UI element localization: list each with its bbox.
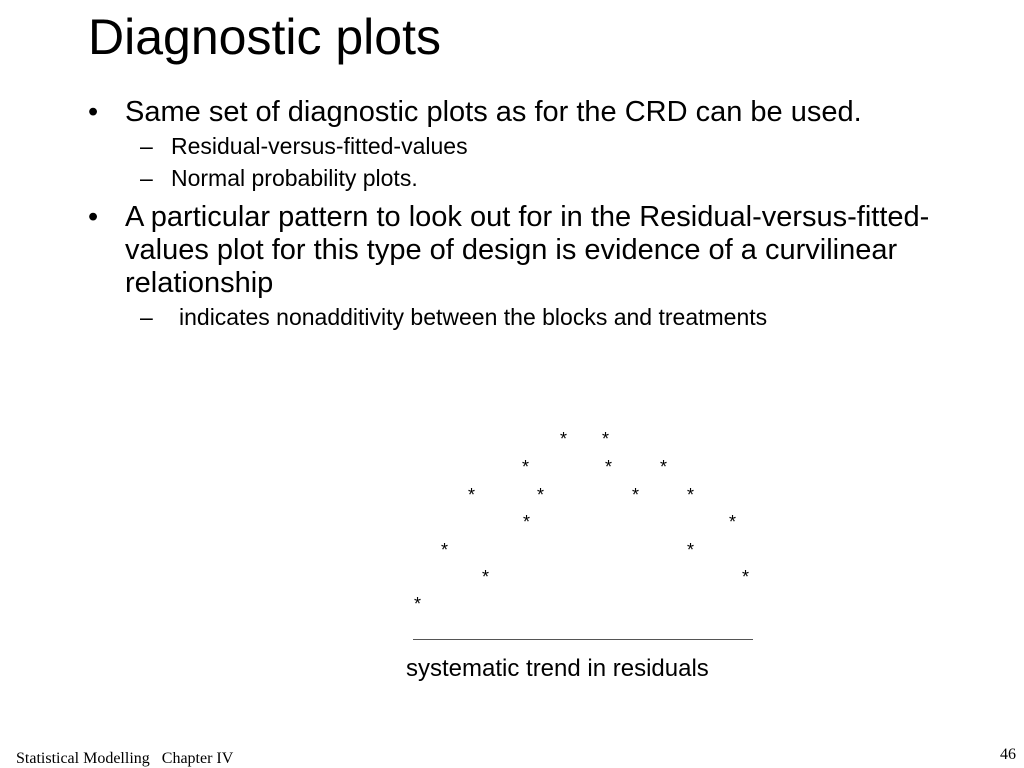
slide-title: Diagnostic plots [88,9,441,65]
residual-symbol: * [523,512,531,532]
residual-symbol: * [537,485,545,505]
residual-symbol: * [660,457,668,477]
residual-symbol: * [482,567,490,587]
sub-bullet-text: Normal probability plots. [171,165,418,191]
plot-caption: systematic trend in residuals [406,655,709,682]
bullet-text: A particular pattern to look out for in the Residual-versus-fitted-values plot for this type of design is evidence of a curvilinear relationship [125,201,930,299]
sub-bullet-marker: – [140,133,153,159]
bullet-marker: • [88,201,99,233]
sub-bullet-text: indicates nonadditivity between the blocks and treatments [179,304,768,330]
residual-symbol: * [632,485,640,505]
baseline-rule [413,639,753,640]
residual-symbol: * [742,567,750,587]
residual-symbol: * [687,540,695,560]
bullet-text: Same set of diagnostic plots as for the CRD can be used. [125,96,862,128]
page-number: 46 [1000,746,1016,763]
sub-bullet-marker: – [140,165,153,191]
bullet-marker: • [88,96,99,128]
residual-symbol: * [729,512,737,532]
residual-symbol: * [602,429,610,449]
residual-symbol: * [687,485,695,505]
sub-bullet-text: Residual-versus-fitted-values [171,133,468,159]
sub-bullet-marker: – [140,304,153,330]
residual-symbol: * [560,429,568,449]
residual-symbol: * [468,485,476,505]
residual-symbol: * [605,457,613,477]
residual-symbol: * [522,457,530,477]
footer-course-label: Statistical Modelling Chapter IV [16,750,234,767]
residual-symbol: * [414,594,422,614]
residual-symbol: * [441,540,449,560]
